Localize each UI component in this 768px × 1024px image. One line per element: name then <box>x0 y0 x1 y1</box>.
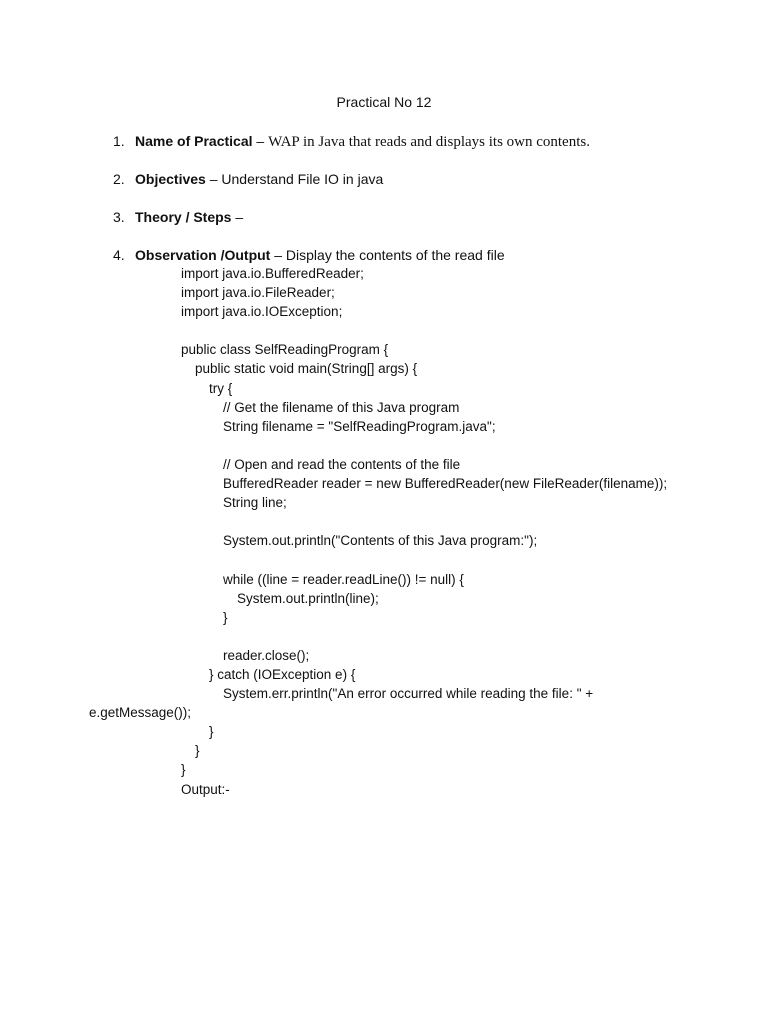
code-line: e.getMessage()); <box>89 705 192 721</box>
code-line: Output:- <box>181 781 230 797</box>
item-text: Understand File IO in java <box>221 171 384 187</box>
code-line: System.out.println(line); <box>237 590 379 606</box>
code-line: System.err.println("An error occurred while reading the file: " + <box>223 686 594 702</box>
item-text: WAP in Java that reads and displays its own contents. <box>268 134 590 150</box>
list-number: 1. <box>113 133 125 149</box>
code-line <box>0 512 768 531</box>
code-line: String line; <box>223 495 287 511</box>
code-line: } <box>223 609 228 625</box>
code-line: import java.io.FileReader; <box>181 285 335 301</box>
item-separator: – <box>205 171 222 187</box>
code-line: // Get the filename of this Java program <box>223 399 460 415</box>
item-separator: – <box>231 209 244 225</box>
code-listing <box>0 264 768 799</box>
list-item-theory-steps <box>113 208 243 226</box>
code-line <box>0 627 768 646</box>
code-line: public class SelfReadingProgram { <box>181 342 389 358</box>
item-label: Observation /Output <box>135 247 271 263</box>
list-number: 2. <box>113 171 125 187</box>
item-label: Theory / Steps <box>135 209 232 225</box>
list-number: 4. <box>113 247 125 263</box>
list-number: 3. <box>113 209 125 225</box>
code-line: String filename = "SelfReadingProgram.java"; <box>223 418 496 434</box>
code-line: } <box>209 724 214 740</box>
code-line: import java.io.BufferedReader; <box>181 266 364 281</box>
code-line: } catch (IOException e) { <box>209 666 356 682</box>
code-line: BufferedReader reader = new BufferedReader(new FileReader(filename)); <box>223 476 668 492</box>
item-label: Name of Practical <box>135 133 253 149</box>
code-line <box>0 436 768 455</box>
code-line: // Open and read the contents of the file <box>223 456 461 472</box>
page-title: Practical No 12 <box>336 94 432 110</box>
code-line: System.out.println("Contents of this Java program:"); <box>223 533 538 549</box>
item-text: Display the contents of the read file <box>285 247 505 263</box>
code-line: } <box>181 762 186 778</box>
item-separator: – <box>252 133 269 149</box>
code-line: reader.close(); <box>223 647 310 663</box>
list-item-observation-output <box>113 246 505 264</box>
code-line <box>0 321 768 340</box>
code-line: try { <box>209 380 233 396</box>
code-line: } <box>195 743 200 759</box>
list-item-objectives <box>113 170 383 188</box>
code-line <box>0 550 768 569</box>
code-line: public static void main(String[] args) { <box>195 361 418 377</box>
item-label: Objectives <box>135 171 206 187</box>
code-line: while ((line = reader.readLine()) != null) { <box>223 571 464 587</box>
list-item-name-of-practical <box>113 132 590 151</box>
code-line: import java.io.IOException; <box>181 304 343 320</box>
item-separator: – <box>270 247 286 263</box>
